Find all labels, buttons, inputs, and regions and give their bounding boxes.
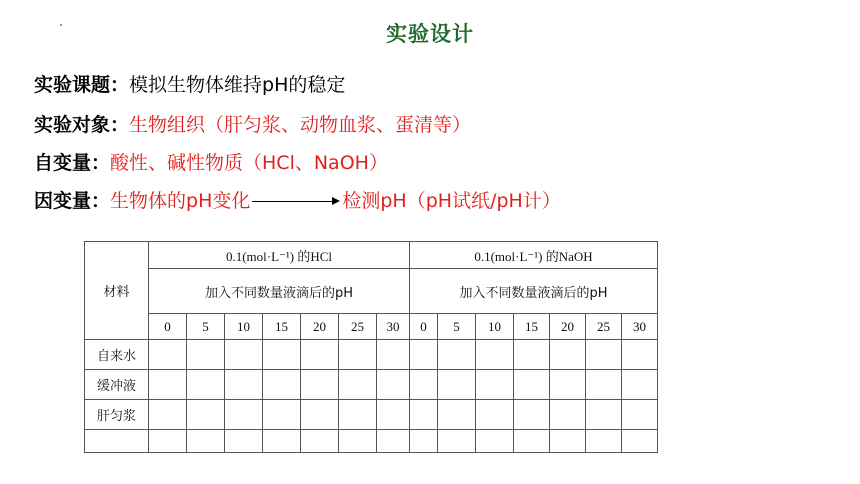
drop-count: 0 xyxy=(149,314,187,340)
independent-variable-label: 自变量： xyxy=(34,152,111,174)
drop-count: 15 xyxy=(514,314,550,340)
table-row xyxy=(85,370,658,400)
row-label: 缓冲液 xyxy=(85,370,149,400)
drop-count: 20 xyxy=(301,314,339,340)
topic-value: 模拟生物体维持pH的稳定 xyxy=(129,74,346,96)
dependent-variable-label: 因变量： xyxy=(34,190,111,212)
drop-count: 25 xyxy=(339,314,377,340)
row-label: 肝匀浆 xyxy=(85,400,149,430)
dependent-variable-line xyxy=(34,186,561,213)
drop-count: 5 xyxy=(438,314,476,340)
independent-variable-line xyxy=(34,148,388,175)
hcl-group-header: 0.1(mol·L⁻¹) 的HCl xyxy=(149,242,410,269)
page-title: 实验设计 xyxy=(386,22,474,46)
arrow-right-icon xyxy=(252,196,340,208)
subject-line xyxy=(34,110,471,137)
ph-data-table xyxy=(84,241,658,453)
row-label: 自来水 xyxy=(85,340,149,370)
subject-label: 实验对象： xyxy=(34,114,130,136)
topic-line xyxy=(34,70,345,97)
measurement-method: 检测pH（pH试纸/pH计） xyxy=(342,190,561,212)
drop-count: 15 xyxy=(263,314,301,340)
drop-count: 0 xyxy=(410,314,438,340)
subject-value: 生物组织（肝匀浆、动物血浆、蛋清等） xyxy=(129,114,472,136)
drop-count: 30 xyxy=(622,314,658,340)
naoh-subheader: 加入不同数量液滴后的pH xyxy=(410,269,658,314)
independent-variable-value: 酸性、碱性物质（HCl、NaOH） xyxy=(110,152,388,174)
topic-label: 实验课题： xyxy=(34,74,130,96)
table-row xyxy=(85,340,658,370)
material-header: 材料 xyxy=(85,242,149,340)
naoh-group-header: 0.1(mol·L⁻¹) 的NaOH xyxy=(410,242,658,269)
table-row xyxy=(85,400,658,430)
row-label xyxy=(85,430,149,453)
drop-count: 10 xyxy=(476,314,514,340)
table-row xyxy=(85,430,658,453)
drop-count: 10 xyxy=(225,314,263,340)
drop-count: 25 xyxy=(586,314,622,340)
drop-count: 20 xyxy=(550,314,586,340)
dependent-variable-value: 生物体的pH变化 xyxy=(110,190,251,212)
hcl-subheader: 加入不同数量液滴后的pH xyxy=(149,269,410,314)
drop-count: 30 xyxy=(377,314,410,340)
drop-count: 5 xyxy=(187,314,225,340)
